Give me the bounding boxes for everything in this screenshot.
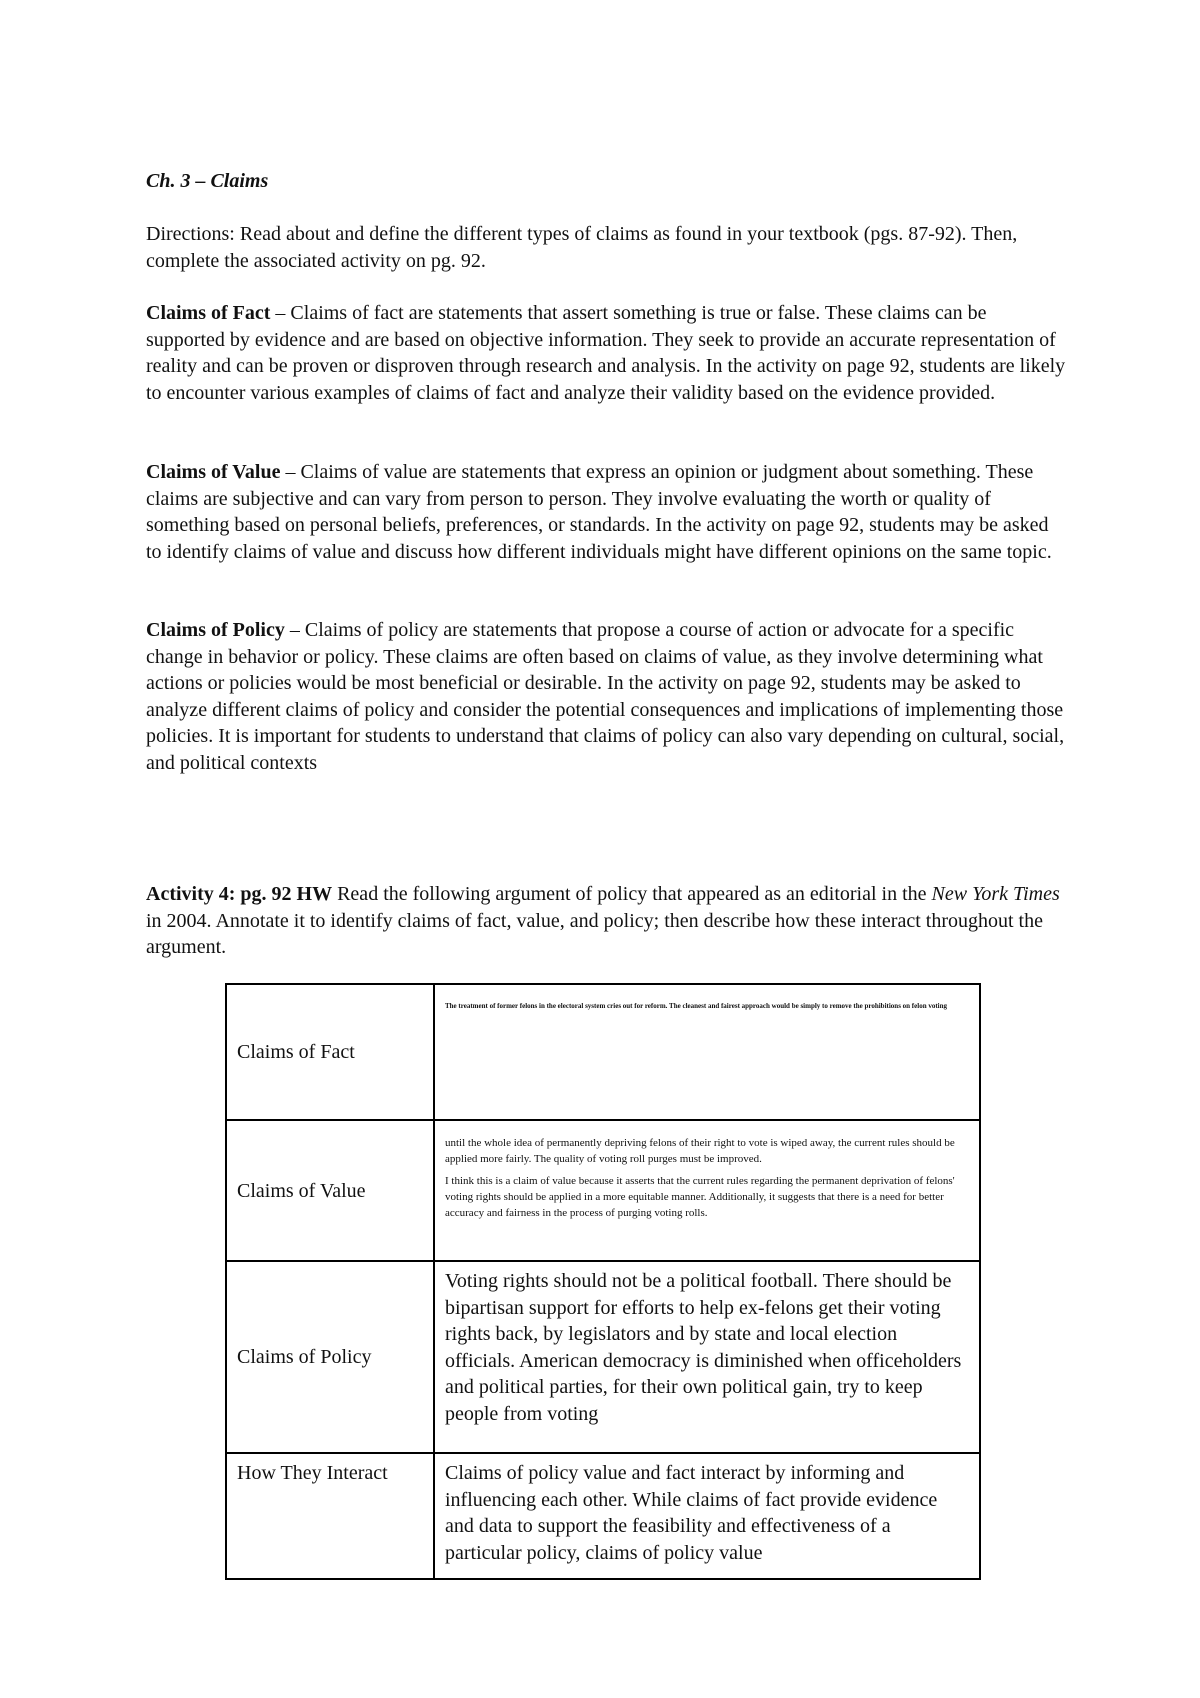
claims-of-fact-cell[interactable] [434, 984, 980, 1120]
activity-text-before: Read the following argument of policy that appeared as an editorial in the [332, 883, 932, 905]
claims-of-policy-term: Claims of Policy [146, 619, 285, 641]
claims-table [225, 983, 981, 1580]
table-row-interact [226, 1453, 980, 1579]
publication-name: New York Times [931, 883, 1060, 905]
claims-of-fact-label: Claims of Fact [226, 984, 434, 1120]
dash: – [280, 461, 301, 483]
table-row-fact [226, 984, 980, 1120]
activity-text-after: in 2004. Annotate it to identify claims of fact, value, and policy; then describe how these interact throughout the argument. [146, 909, 1043, 958]
how-they-interact-label: How They Interact [226, 1453, 434, 1579]
claims-of-value-label: Claims of Value [226, 1120, 434, 1261]
how-they-interact-answer: Claims of policy value and fact interact by informing and influencing each other. While claims of fact provide evidence and data to support the feasibility and effectiveness of a particular policy, claims of policy value [445, 1462, 938, 1564]
claims-of-policy-definition: Claims of policy are statements that propose a course of action or advocate for a specific change in behavior or policy. These claims are often based on claims of value, as they involve determining what actions or policies would be most beneficial or desirable. In the activity on page 92, students may be asked to analyze different claims of policy and consider the potential consequences and implications of implementing those policies. It is important for students to understand that claims of policy can also vary depending on cultural, social, and political contexts [146, 619, 1065, 774]
claims-of-policy-cell[interactable] [434, 1261, 980, 1453]
dash: – [270, 302, 291, 324]
claims-of-value-quote: until the whole idea of permanently depriving felons of their right to vote is wiped away, the current rules should be applied more fairly. The quality of voting roll purges must be improved. [445, 1137, 955, 1165]
claims-of-value-cell[interactable] [434, 1120, 980, 1261]
claims-of-fact-paragraph [146, 300, 1066, 406]
table-row-value [226, 1120, 980, 1261]
activity-paragraph [146, 881, 1066, 961]
claims-of-policy-label: Claims of Policy [226, 1261, 434, 1453]
claims-of-policy-answer: Voting rights should not be a political football. There should be bipartisan support for efforts to help ex-felons get their voting rights back, by legislators and by state and local election officials. American democracy is diminished when officeholders and political parties, for their own political gain, try to keep people from voting [445, 1270, 962, 1425]
table-row-policy [226, 1261, 980, 1453]
activity-label: Activity 4: pg. 92 HW [146, 883, 333, 905]
claims-of-value-term: Claims of Value [146, 461, 281, 483]
claims-of-fact-term: Claims of Fact [146, 302, 271, 324]
claims-of-value-definition: Claims of value are statements that express an opinion or judgment about something. These claims are subjective and can vary from person to person. They involve evaluating the worth or quality of something based on personal beliefs, preferences, or standards. In the activity on page 92, students may be asked to identify claims of value and discuss how different individuals might have different opinions on the same topic. [146, 461, 1052, 563]
claims-of-value-paragraph [146, 459, 1066, 565]
claims-of-fact-definition: Claims of fact are statements that assert something is true or false. These claims can be supported by evidence and are based on objective information. They seek to provide an accurate representation of reality and can be proven or disproven through research and analysis. In the activity on page 92, students are likely to encounter various examples of claims of fact and analyze their validity based on the evidence provided. [146, 302, 1066, 404]
chapter-heading: Ch. 3 – Claims [146, 170, 269, 192]
claims-of-fact-answer: The treatment of former felons in the electoral system cries out for reform. The cleanest and fairest approach would be simply to remove the prohibitions on felon voting [445, 1002, 948, 1010]
directions-paragraph: Directions: Read about and define the different types of claims as found in your textbook (pgs. 87-92). Then, complete the associated activity on pg. 92. [146, 223, 1018, 272]
claims-of-value-comment: I think this is a claim of value because it asserts that the current rules regarding the permanent deprivation of felons' voting rights should be applied in a more equitable manner. Additionally, it suggests that there is a need for better accuracy and fairness in the process of purging voting rolls. [445, 1175, 955, 1219]
claims-of-policy-paragraph [146, 617, 1066, 776]
dash: – [284, 619, 305, 641]
how-they-interact-cell[interactable] [434, 1453, 980, 1579]
